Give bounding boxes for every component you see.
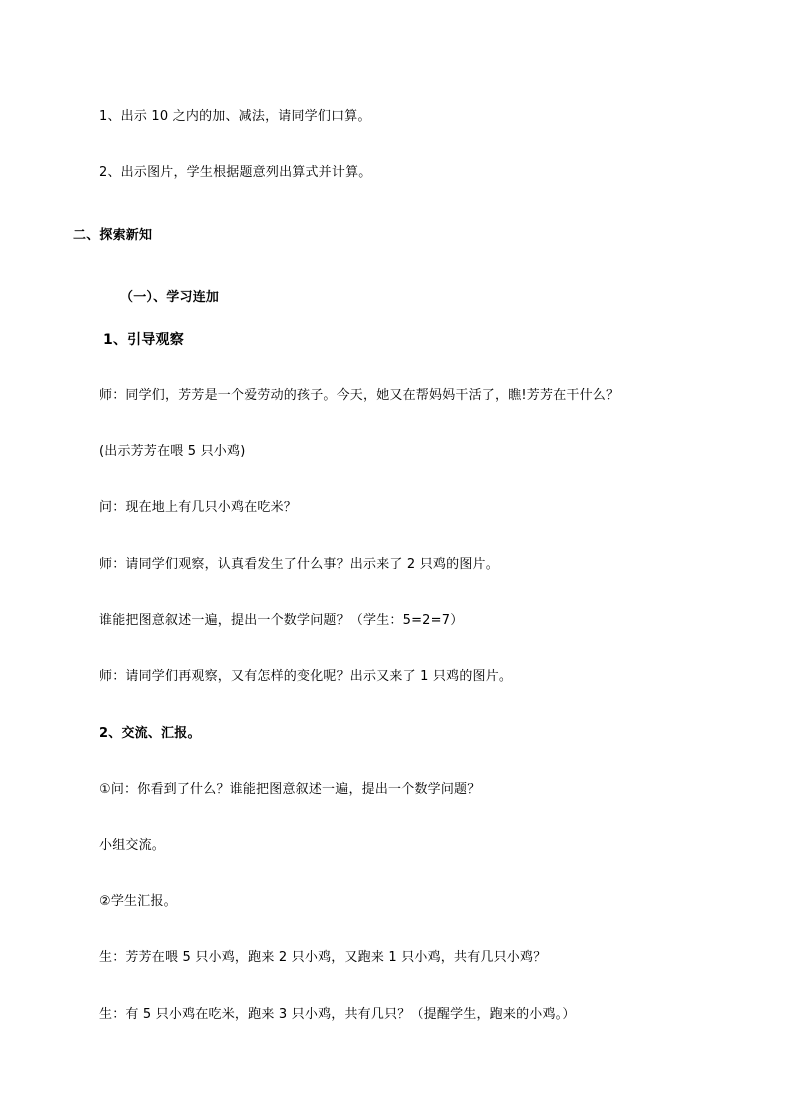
paragraph: 生：芳芳在喂 5 只小鸡，跑来 2 只小鸡，又跑来 1 只小鸡，共有几只小鸡？	[99, 950, 547, 965]
paragraph: 小组交流。	[99, 838, 166, 853]
subsection-heading: （一）、学习连加	[120, 290, 220, 305]
paragraph: 师：同学们，芳芳是一个爱劳动的孩子。今天，她又在帮妈妈干活了，瞧!芳芳在干什么？	[99, 388, 620, 403]
paragraph: (出示芳芳在喂 5 只小鸡)	[99, 444, 246, 459]
paragraph: 师：请同学们再观察，又有怎样的变化呢？出示又来了 1 只鸡的图片。	[99, 669, 513, 684]
review-item-1: 1、出示 10 之内的加、减法，请同学们口算。	[99, 109, 371, 124]
paragraph: ②学生汇报。	[99, 894, 177, 909]
paragraph: 谁能把图意叙述一遍，提出一个数学问题？（学生：5=2=7）	[99, 613, 464, 628]
paragraph: 师：请同学们观察，认真看发生了什么事？出示来了 2 只鸡的图片。	[99, 557, 499, 572]
section-heading: 二、探索新知	[73, 228, 153, 243]
paragraph: ①问：你看到了什么？谁能把图意叙述一遍，提出一个数学问题？	[99, 782, 481, 797]
step1-heading: 1、引导观察	[103, 332, 184, 348]
paragraph: 问：现在地上有几只小鸡在吃米？	[99, 500, 298, 515]
step2-heading: 2、交流、汇报。	[99, 726, 201, 741]
review-item-2: 2、出示图片，学生根据题意列出算式并计算。	[99, 165, 372, 180]
paragraph: 生：有 5 只小鸡在吃米，跑来 3 只小鸡，共有几只？（提醒学生，跑来的小鸡。）	[99, 1007, 576, 1022]
